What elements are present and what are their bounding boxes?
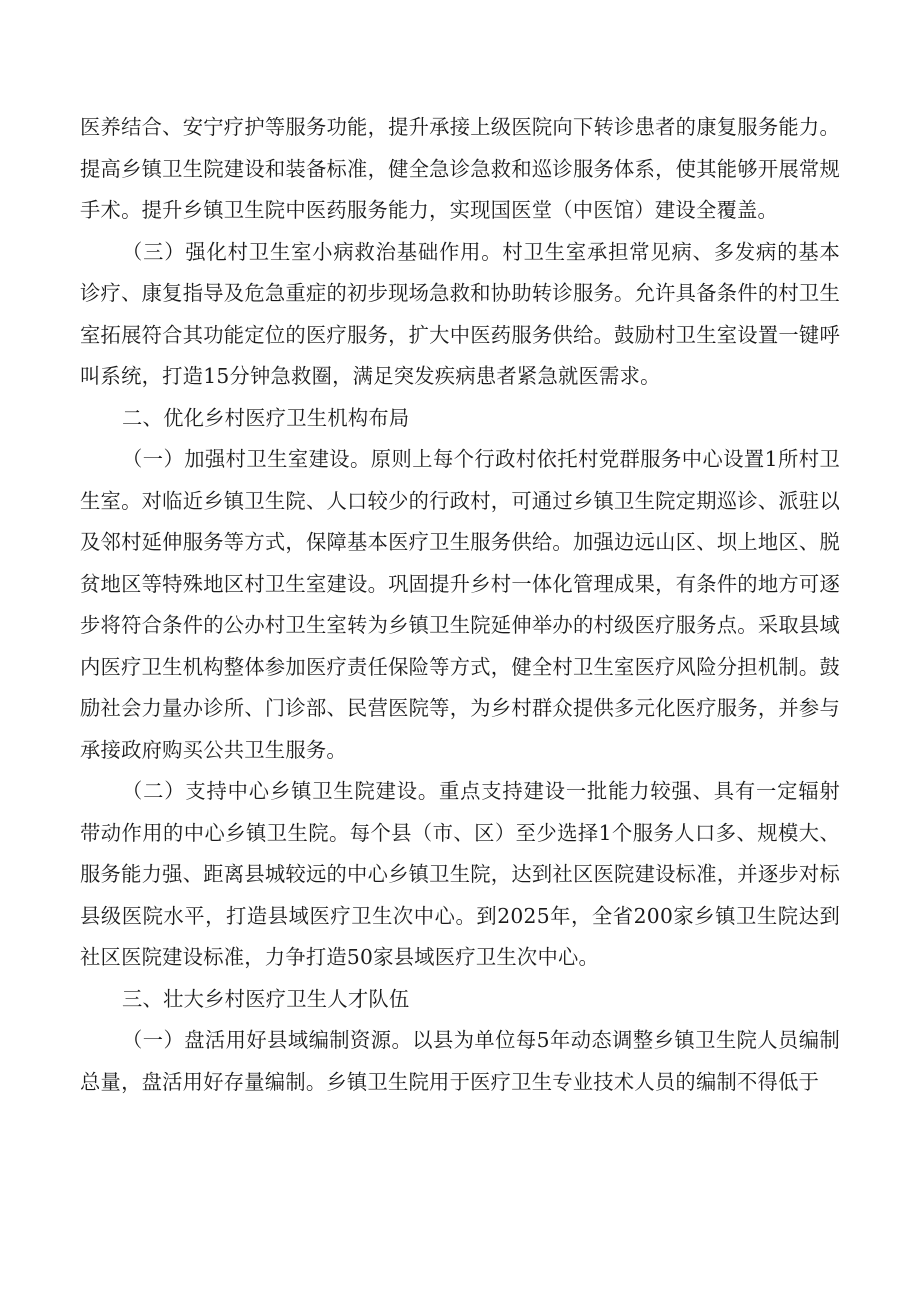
- paragraph-4: （二）支持中心乡镇卫生院建设。重点支持建设一批能力较强、具有一定辐射带动作用的中心乡镇卫生院。每个县（市、区）至少选择1个服务人口多、规模大、服务能力强、距离县城较远的中心乡镇卫生院，达到社区医院建设标准，并逐步对标县级医院水平，打造县域医疗卫生次中心。到2025年，全省200家乡镇卫生院达到社区医院建设标准，力争打造50家县域医疗卫生次中心。: [80, 779, 840, 969]
- paragraph-1: 医养结合、安宁疗护等服务功能，提升承接上级医院向下转诊患者的康复服务能力。提高乡镇卫生院建设和装备标准，健全急诊急救和巡诊服务体系，使其能够开展常规手术。提升乡镇卫生院中医药服务能力，实现国医堂（中医馆）建设全覆盖。: [80, 115, 840, 222]
- document-body: [80, 107, 840, 1103]
- section-heading-3: 三、壮大乡村医疗卫生人才队伍: [122, 986, 410, 1011]
- paragraph-3: （一）加强村卫生室建设。原则上每个行政村依托村党群服务中心设置1所村卫生室。对临近乡镇卫生院、人口较少的行政村，可通过乡镇卫生院定期巡诊、派驻以及邻村延伸服务等方式，保障基本医疗卫生服务供给。加强边远山区、坝上地区、脱贫地区等特殊地区村卫生室建设。巩固提升乡村一体化管理成果，有条件的地方可逐步将符合条件的公办村卫生室转为乡镇卫生院延伸举办的村级医疗服务点。采取县域内医疗卫生机构整体参加医疗责任保险等方式，健全村卫生室医疗风险分担机制。鼓励社会力量办诊所、门诊部、民营医院等，为乡村群众提供多元化医疗服务，并参与承接政府购买公共卫生服务。: [80, 447, 840, 762]
- paragraph-2: （三）强化村卫生室小病救治基础作用。村卫生室承担常见病、多发病的基本诊疗、康复指导及危急重症的初步现场急救和协助转诊服务。允许具备条件的村卫生室拓展符合其功能定位的医疗服务，扩大中医药服务供给。鼓励村卫生室设置一键呼叫系统，打造15分钟急救圈，满足突发疾病患者紧急就医需求。: [80, 239, 840, 388]
- section-heading-2: 二、优化乡村医疗卫生机构布局: [122, 405, 410, 430]
- paragraph-5: （一）盘活用好县域编制资源。以县为单位每5年动态调整乡镇卫生院人员编制总量，盘活用好存量编制。乡镇卫生院用于医疗卫生专业技术人员的编制不得低于: [80, 1028, 840, 1094]
